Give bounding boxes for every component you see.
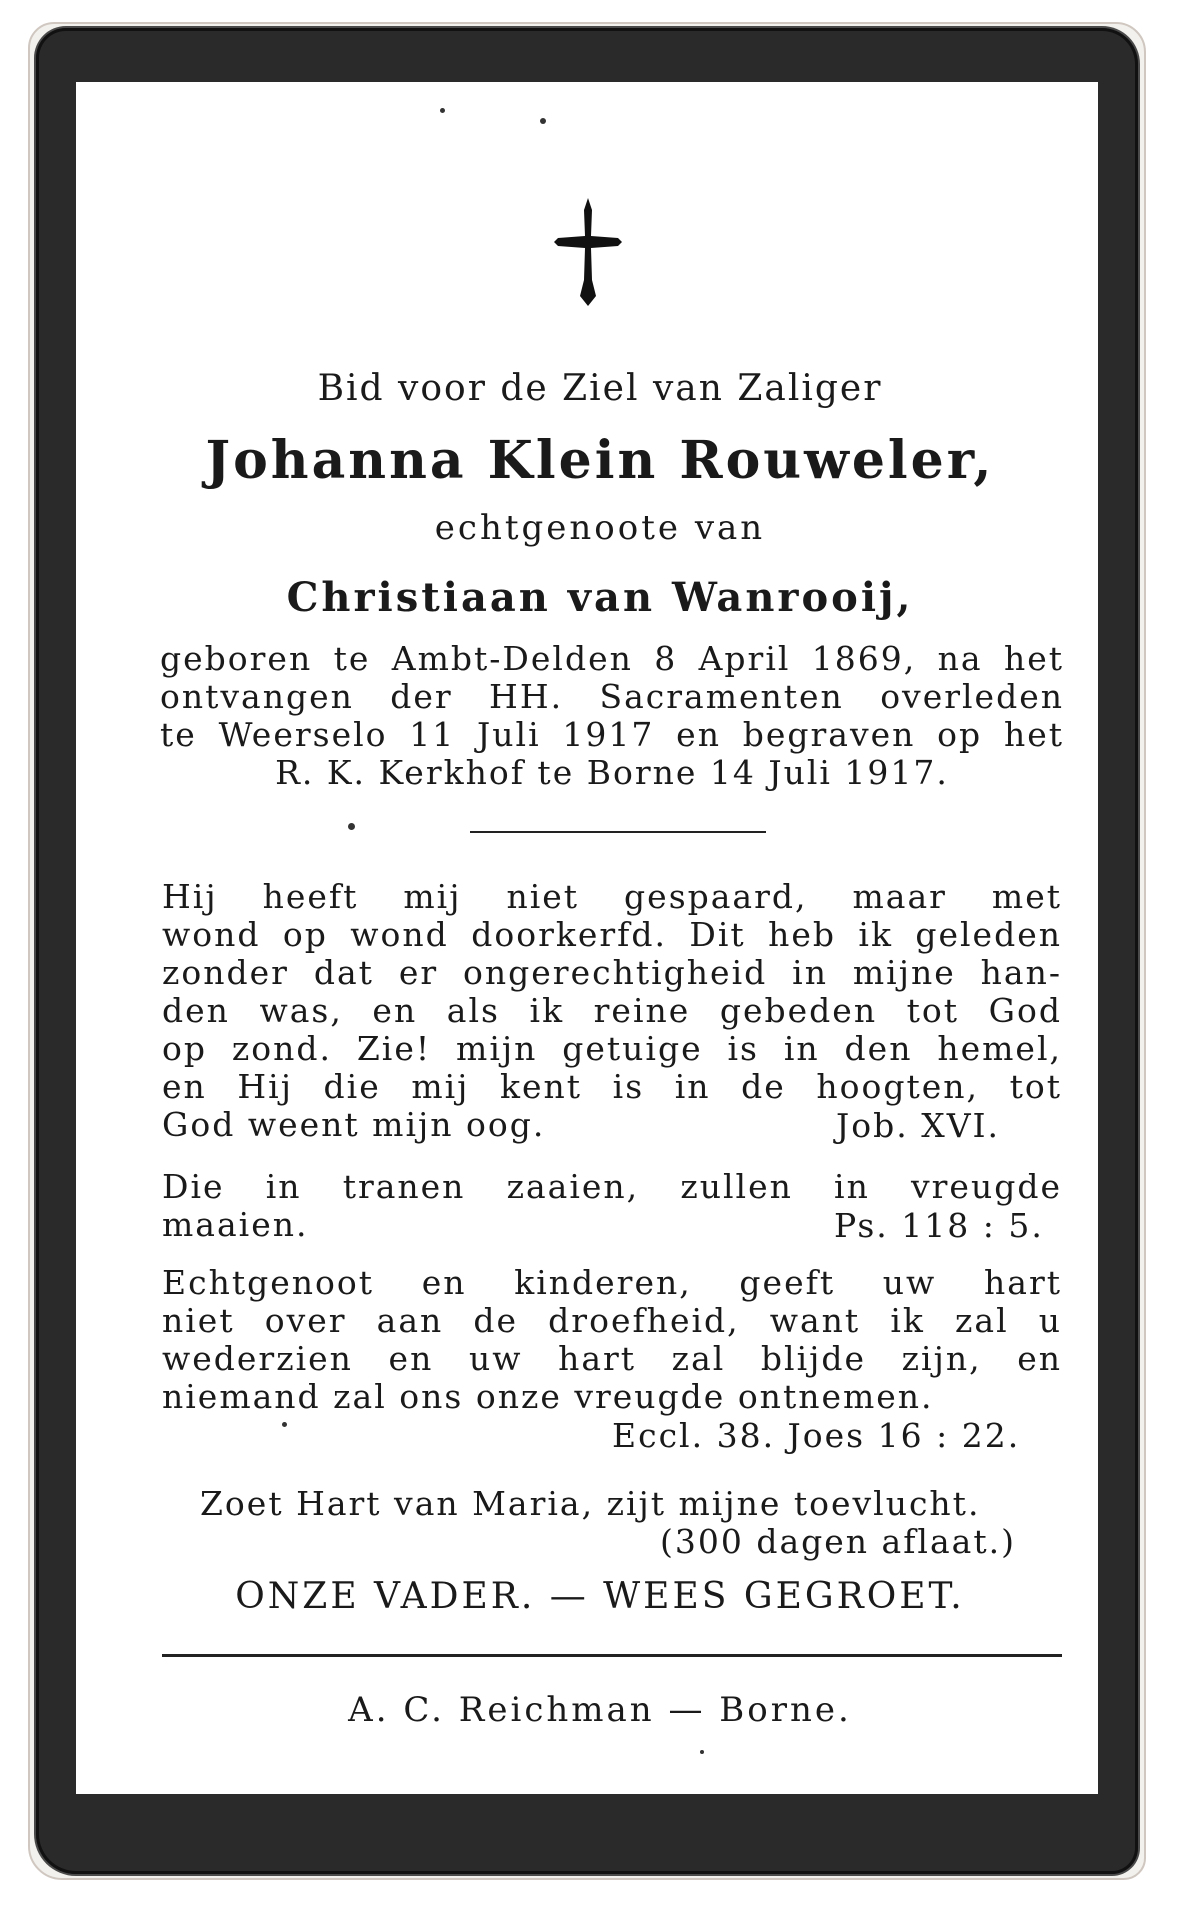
bio-line: R. K. Kerkhof te Borne 14 Juli 1917. — [275, 753, 949, 792]
intro-text: Bid voor de Ziel van Zaliger — [317, 368, 883, 409]
verse-line: wond op wond doorkerfd. Dit heb ik geleden — [162, 915, 1062, 954]
verse-line: op zond. Zie! mijn getuige is in den hemel, — [162, 1029, 1062, 1068]
verse-line: wederzien en uw hart zal blijde zijn, en — [162, 1339, 1062, 1378]
verse-line: Echtgenoot en kinderen, geeft uw hart — [162, 1263, 1062, 1302]
verse-line: niemand zal ons onze vreugde ontnemen. — [162, 1377, 934, 1416]
verse-line: zonder dat er ongerechtigheid in mijne han- — [162, 953, 1062, 992]
verse-job — [162, 878, 1062, 1144]
verse-reference: Job. XVI. — [836, 1106, 1001, 1145]
ink-speck — [348, 823, 355, 830]
indulgence-note: (300 dagen aflaat.) — [660, 1522, 1016, 1561]
ink-speck — [700, 1750, 704, 1754]
verse-ecclesiasticus — [162, 1264, 1062, 1416]
ink-speck — [440, 108, 445, 113]
divider-long — [162, 1654, 1062, 1657]
closing-prayers: ONZE VADER. — WEES GEGROET. — [235, 1576, 965, 1617]
verse-line: den was, en als ik reine gebeden tot God — [162, 991, 1062, 1030]
verse-line: en Hij die mij kent is in de hoogten, tot — [162, 1067, 1062, 1106]
verse-line: God weent mijn oog. — [162, 1105, 546, 1144]
verse-reference: Eccl. 38. Joes 16 : 22. — [612, 1416, 1021, 1455]
verse-line: Die in tranen zaaien, zullen in vreugde — [162, 1167, 1062, 1206]
deceased-name: Johanna Klein Rouweler, — [205, 430, 995, 491]
spouse-label: echtgenoote van — [434, 508, 766, 548]
verse-line: Hij heeft mij niet gespaard, maar met — [162, 877, 1062, 916]
ink-speck — [540, 118, 546, 124]
printer-credit: A. C. Reichman — Borne. — [348, 1690, 852, 1730]
divider-short — [470, 831, 766, 833]
verse-line: maaien. — [162, 1205, 309, 1244]
bio-line: geboren te Ambt-Delden 8 April 1869, na het — [160, 639, 1064, 678]
cross-icon — [552, 196, 624, 308]
bio-line: te Weerselo 11 Juli 1917 en begraven op het — [160, 715, 1064, 754]
bio-line: ontvangen der HH. Sacramenten overleden — [160, 677, 1064, 716]
spouse-name: Christiaan van Wanrooij, — [286, 574, 914, 621]
ink-speck — [282, 1422, 287, 1427]
prayer-text: Zoet Hart van Maria, zijt mijne toevlucht. — [200, 1484, 981, 1523]
verse-reference: Ps. 118 : 5. — [834, 1206, 1044, 1245]
verse-line: niet over aan de droefheid, want ik zal u — [162, 1301, 1062, 1340]
